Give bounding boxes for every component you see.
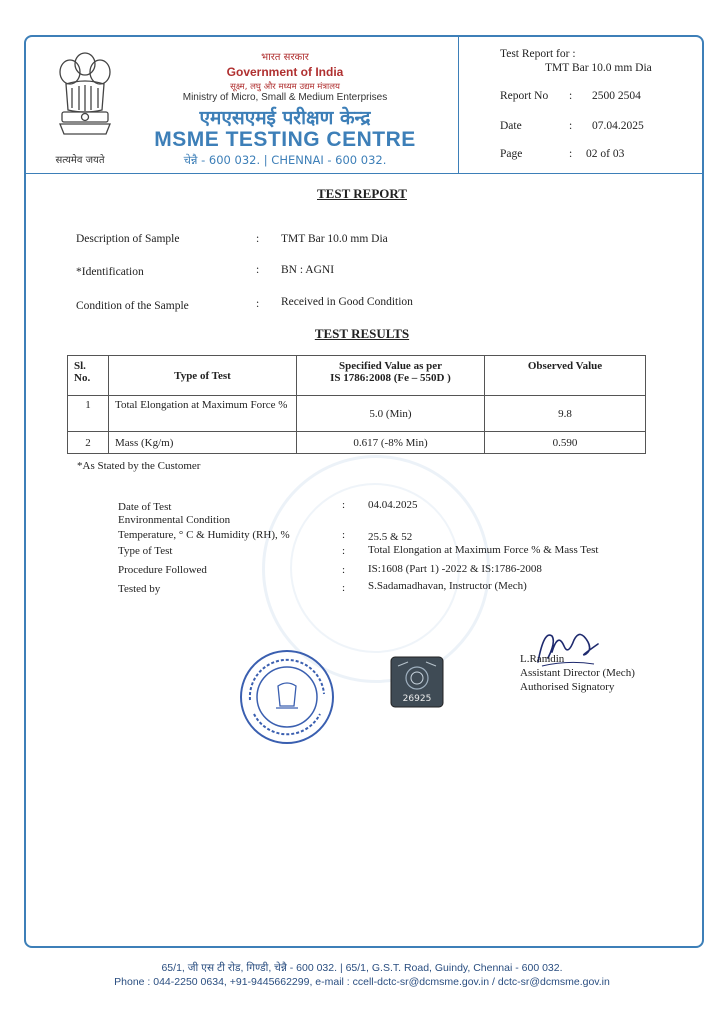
row-specified: 0.617 (-8% Min) xyxy=(297,432,485,454)
temperature-colon: : xyxy=(342,529,346,541)
row-sl: 1 xyxy=(68,396,109,432)
specified-header-line2: IS 1786:2008 (Fe – 550D ) xyxy=(330,372,451,384)
report-no-label: Report No xyxy=(500,90,549,102)
hindi-government-text: भारत सरकार xyxy=(261,52,309,63)
table-header-row xyxy=(68,356,646,396)
row-specified: 5.0 (Min) xyxy=(297,396,485,432)
row-type: Total Elongation at Maximum Force % xyxy=(109,396,297,432)
observed-value-header: Observed Value xyxy=(485,356,646,396)
signatory-name: L.Ramdin xyxy=(520,653,565,665)
table-row xyxy=(68,396,646,432)
page-value: 02 of 03 xyxy=(586,148,625,160)
ministry-name: Ministry of Micro, Small & Medium Enterprises xyxy=(182,92,388,103)
specified-value-header xyxy=(297,356,485,396)
procedure-colon: : xyxy=(342,564,346,576)
page-label: Page xyxy=(500,148,523,160)
procedure-value: IS:1608 (Part 1) -2022 & IS:1786-2008 xyxy=(368,563,542,575)
test-report-for-value: TMT Bar 10.0 mm Dia xyxy=(545,62,652,74)
tested-by-value: S.Sadamadhavan, Instructor (Mech) xyxy=(368,580,527,592)
sample-description-colon: : xyxy=(256,233,260,245)
row-sl: 2 xyxy=(68,432,109,454)
national-emblem-icon xyxy=(52,48,118,144)
results-table xyxy=(67,355,646,454)
sample-description-value: TMT Bar 10.0 mm Dia xyxy=(281,233,388,245)
row-observed: 9.8 xyxy=(485,396,646,432)
official-stamp-icon xyxy=(238,648,336,746)
procedure-label: Procedure Followed xyxy=(118,564,207,576)
condition-colon: : xyxy=(256,298,260,310)
page-colon: : xyxy=(569,148,573,160)
customer-note: *As Stated by the Customer xyxy=(77,460,201,472)
hologram-number: 26925 xyxy=(402,694,432,704)
hindi-ministry-text: सूक्ष्म, लघु और मध्यम उद्यम मंत्रालय xyxy=(230,82,340,92)
signatory-designation: Assistant Director (Mech) xyxy=(520,667,635,679)
specified-header-line1: Specified Value as per xyxy=(339,360,442,372)
row-observed: 0.590 xyxy=(485,432,646,454)
date-of-test-value: 04.04.2025 xyxy=(368,499,418,511)
environmental-condition-label: Environmental Condition xyxy=(118,514,231,526)
date-colon: : xyxy=(569,120,573,132)
date-label: Date xyxy=(500,120,522,132)
temperature-value: 25.5 & 52 xyxy=(368,531,413,543)
government-of-india: Government of India xyxy=(226,65,344,79)
table-row xyxy=(68,432,646,454)
tested-by-colon: : xyxy=(342,582,346,594)
signatory-authority: Authorised Signatory xyxy=(520,681,615,693)
tested-by-label: Tested by xyxy=(118,583,161,595)
footer-contact: Phone : 044-2250 0634, +91-9445662299, e-mail : ccell-dctc-sr@dcmsme.gov.in / dctc-sr@dcmsme.gov.in xyxy=(114,976,610,988)
test-report-for-label: Test Report for : xyxy=(500,48,576,60)
condition-value: Received in Good Condition xyxy=(281,296,413,308)
row-type: Mass (Kg/m) xyxy=(109,432,297,454)
footer-address: 65/1, जी एस टी रोड, गिण्डी, चेन्नै - 600 032. | 65/1, G.S.T. Road, Guindy, Chennai - 600 032. xyxy=(161,962,563,974)
temperature-label: Temperature, ° C & Humidity (RH), % xyxy=(118,529,290,541)
date-of-test-colon: : xyxy=(342,499,346,511)
identification-label: *Identification xyxy=(76,266,144,278)
date-of-test-label: Date of Test xyxy=(118,501,172,513)
identification-colon: : xyxy=(256,264,260,276)
results-title: TEST RESULTS xyxy=(314,326,410,341)
emblem-motto: सत्यमेव जयते xyxy=(55,155,105,166)
date-value: 07.04.2025 xyxy=(592,120,644,132)
identification-value: BN : AGNI xyxy=(281,264,335,276)
report-no-colon: : xyxy=(569,90,573,102)
centre-address: चेन्नै - 600 032. | CHENNAI - 600 032. xyxy=(183,153,387,167)
type-of-test-colon: : xyxy=(342,545,346,557)
report-no-value: 2500 2504 xyxy=(592,90,641,102)
condition-label: Condition of the Sample xyxy=(76,300,189,312)
type-of-test-value: Total Elongation at Maximum Force % & Mass Test xyxy=(368,544,599,556)
type-of-test-label: Type of Test xyxy=(118,545,173,557)
hindi-centre-name: एमएसएमई परीक्षण केन्द्र xyxy=(199,107,371,129)
centre-name: MSME TESTING CENTRE xyxy=(154,128,416,151)
report-title: TEST REPORT xyxy=(317,186,407,201)
sample-description-label: Description of Sample xyxy=(76,233,180,245)
sl-no-header: Sl. No. xyxy=(68,356,109,396)
type-of-test-header: Type of Test xyxy=(109,356,297,396)
letterhead-divider xyxy=(458,37,459,173)
